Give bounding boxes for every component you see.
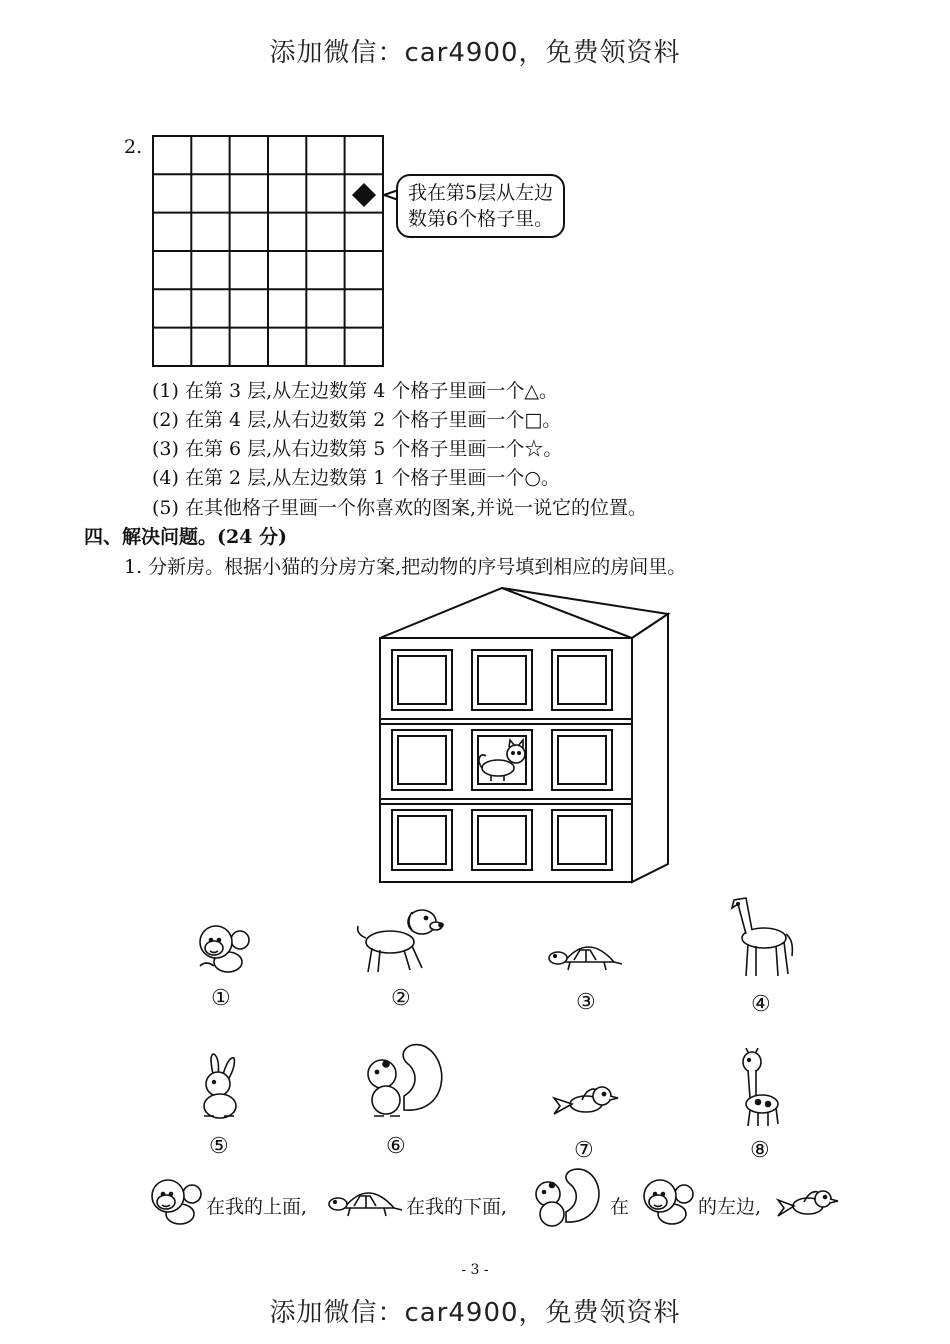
animal-label-5: ⑤ <box>209 1134 229 1159</box>
instruction-4: (4) 在第 2 层,从左边数第 1 个格子里画一个○。 <box>152 467 560 489</box>
horse-icon <box>726 894 796 980</box>
monkey-icon <box>190 918 252 976</box>
instruction-5: (5) 在其他格子里画一个你喜欢的图案,并说一说它的位置。 <box>152 497 647 519</box>
turtle-icon <box>546 934 626 978</box>
clue-part-3: 在 <box>610 1196 630 1218</box>
animal-label-7: ⑦ <box>574 1138 594 1163</box>
house-illustration <box>376 584 676 884</box>
section-4-heading: 四、解决问题。(24 分) <box>84 526 288 548</box>
speech-line-2: 数第6个格子里。 <box>408 208 554 230</box>
bird-icon <box>776 1184 840 1222</box>
clue-part-4: 的左边, <box>698 1196 762 1218</box>
giraffe-icon <box>736 1048 786 1128</box>
instruction-1: (1) 在第 3 层,从左边数第 4 个格子里画一个△。 <box>152 380 558 402</box>
instruction-2: (2) 在第 4 层,从右边数第 2 个格子里画一个□。 <box>152 409 562 431</box>
page-number: - 3 - <box>461 1262 489 1278</box>
speech-line-1: 我在第5层从左边 <box>408 182 554 204</box>
turtle-icon <box>326 1180 404 1222</box>
clue-part-2: 在我的下面, <box>406 1196 508 1218</box>
rabbit-icon <box>190 1052 246 1122</box>
monkey-icon <box>634 1172 696 1228</box>
animal-label-4: ④ <box>751 992 771 1017</box>
clue-part-1: 在我的上面, <box>206 1196 308 1218</box>
watermark-bottom: 添加微信：car4900，免费领资料 <box>269 1298 681 1328</box>
squirrel-icon <box>522 1166 608 1230</box>
dog-icon <box>352 900 444 976</box>
monkey-icon <box>142 1172 204 1228</box>
animal-label-1: ① <box>211 986 231 1011</box>
question-2-number: 2. <box>124 136 143 158</box>
animal-label-8: ⑧ <box>750 1138 770 1163</box>
question-1-prompt: 1. 分新房。根据小猫的分房方案,把动物的序号填到相应的房间里。 <box>124 556 687 578</box>
animal-label-6: ⑥ <box>386 1134 406 1159</box>
bird-icon <box>552 1080 620 1120</box>
animal-label-3: ③ <box>576 990 596 1015</box>
watermark-top: 添加微信：car4900，免费领资料 <box>269 38 681 68</box>
squirrel-icon <box>352 1040 452 1124</box>
diamond-marker <box>352 183 376 207</box>
animal-label-2: ② <box>391 986 411 1011</box>
instruction-3: (3) 在第 6 层,从右边数第 5 个格子里画一个☆。 <box>152 438 563 460</box>
position-grid <box>150 133 390 369</box>
speech-bubble <box>396 174 565 238</box>
